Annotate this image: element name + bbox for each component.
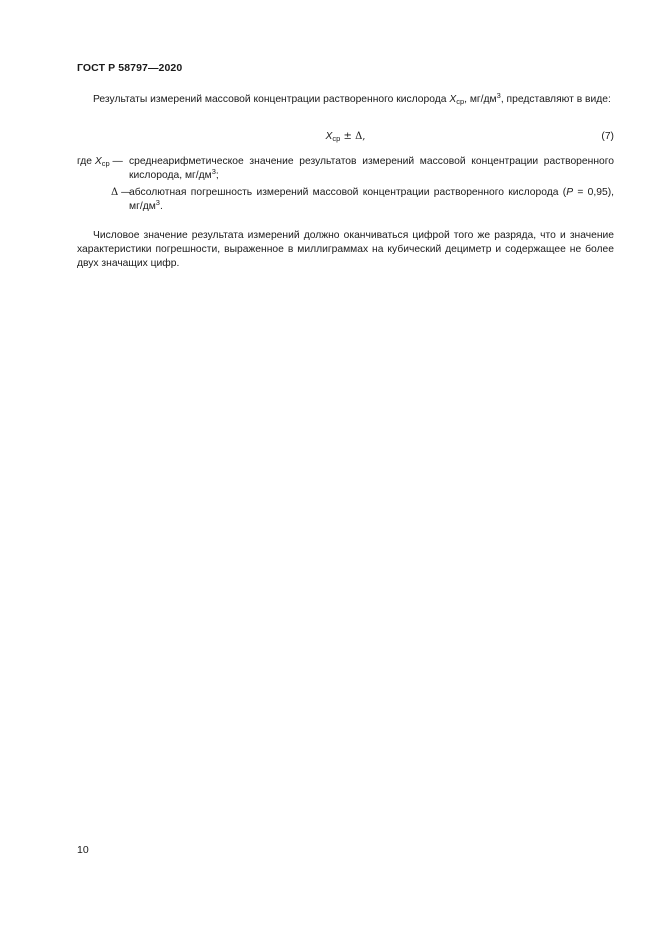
definition-dash: — bbox=[109, 156, 123, 167]
definition-text: абсолютная погрешность измерений массовой концентрации растворенного кислорода ( bbox=[129, 187, 567, 198]
definitions-intro: где bbox=[77, 156, 95, 167]
definition-p-symbol: P bbox=[566, 187, 574, 198]
definition-item bbox=[77, 155, 614, 183]
definition-end: . bbox=[159, 201, 163, 212]
definition-item bbox=[77, 186, 614, 214]
intro-text-end: , представляют в виде: bbox=[500, 94, 611, 105]
definition-term bbox=[77, 155, 123, 169]
formula-row bbox=[77, 130, 614, 146]
definition-end: ; bbox=[215, 170, 219, 181]
definition-subscript: ср bbox=[101, 159, 110, 168]
definition-term bbox=[111, 186, 131, 200]
definition-dash: — bbox=[118, 187, 132, 198]
symbol-subscript: ср bbox=[456, 97, 465, 106]
intro-text: Результаты измерений массовой концентрации растворенного кислорода bbox=[93, 94, 450, 105]
formula-rest: ± Δ, bbox=[340, 131, 366, 142]
definition-symbol: Δ bbox=[111, 187, 119, 198]
equation-number: (7) bbox=[601, 131, 614, 142]
definition-unit-superscript: 3 bbox=[211, 167, 216, 176]
unit-text: , мг/дм bbox=[464, 94, 497, 105]
symbol-x: X bbox=[449, 94, 457, 105]
definition-text-after: = 0,95), мг/дм bbox=[129, 187, 614, 212]
intro-paragraph bbox=[77, 93, 614, 107]
definition-unit-superscript: 3 bbox=[155, 198, 160, 207]
page-number: 10 bbox=[77, 844, 89, 856]
definitions-list bbox=[77, 155, 614, 217]
result-paragraph: Числовое значение результата измерений должно оканчиваться цифрой того же разряда, что и значение характеристики погрешности, выраженное в миллиграммах на кубический дециметр и содержащее не более двух значащих цифр. bbox=[77, 230, 614, 269]
formula bbox=[77, 130, 614, 144]
document-header: ГОСТ Р 58797—2020 bbox=[77, 62, 183, 74]
unit-superscript: 3 bbox=[496, 91, 501, 100]
formula-subscript: ср bbox=[332, 134, 341, 143]
definition-symbol: X bbox=[94, 156, 102, 167]
definition-text: среднеарифметическое значение результатов измерений массовой концентрации растворенного кислорода, мг/дм bbox=[129, 156, 614, 181]
formula-symbol: X bbox=[325, 131, 333, 142]
